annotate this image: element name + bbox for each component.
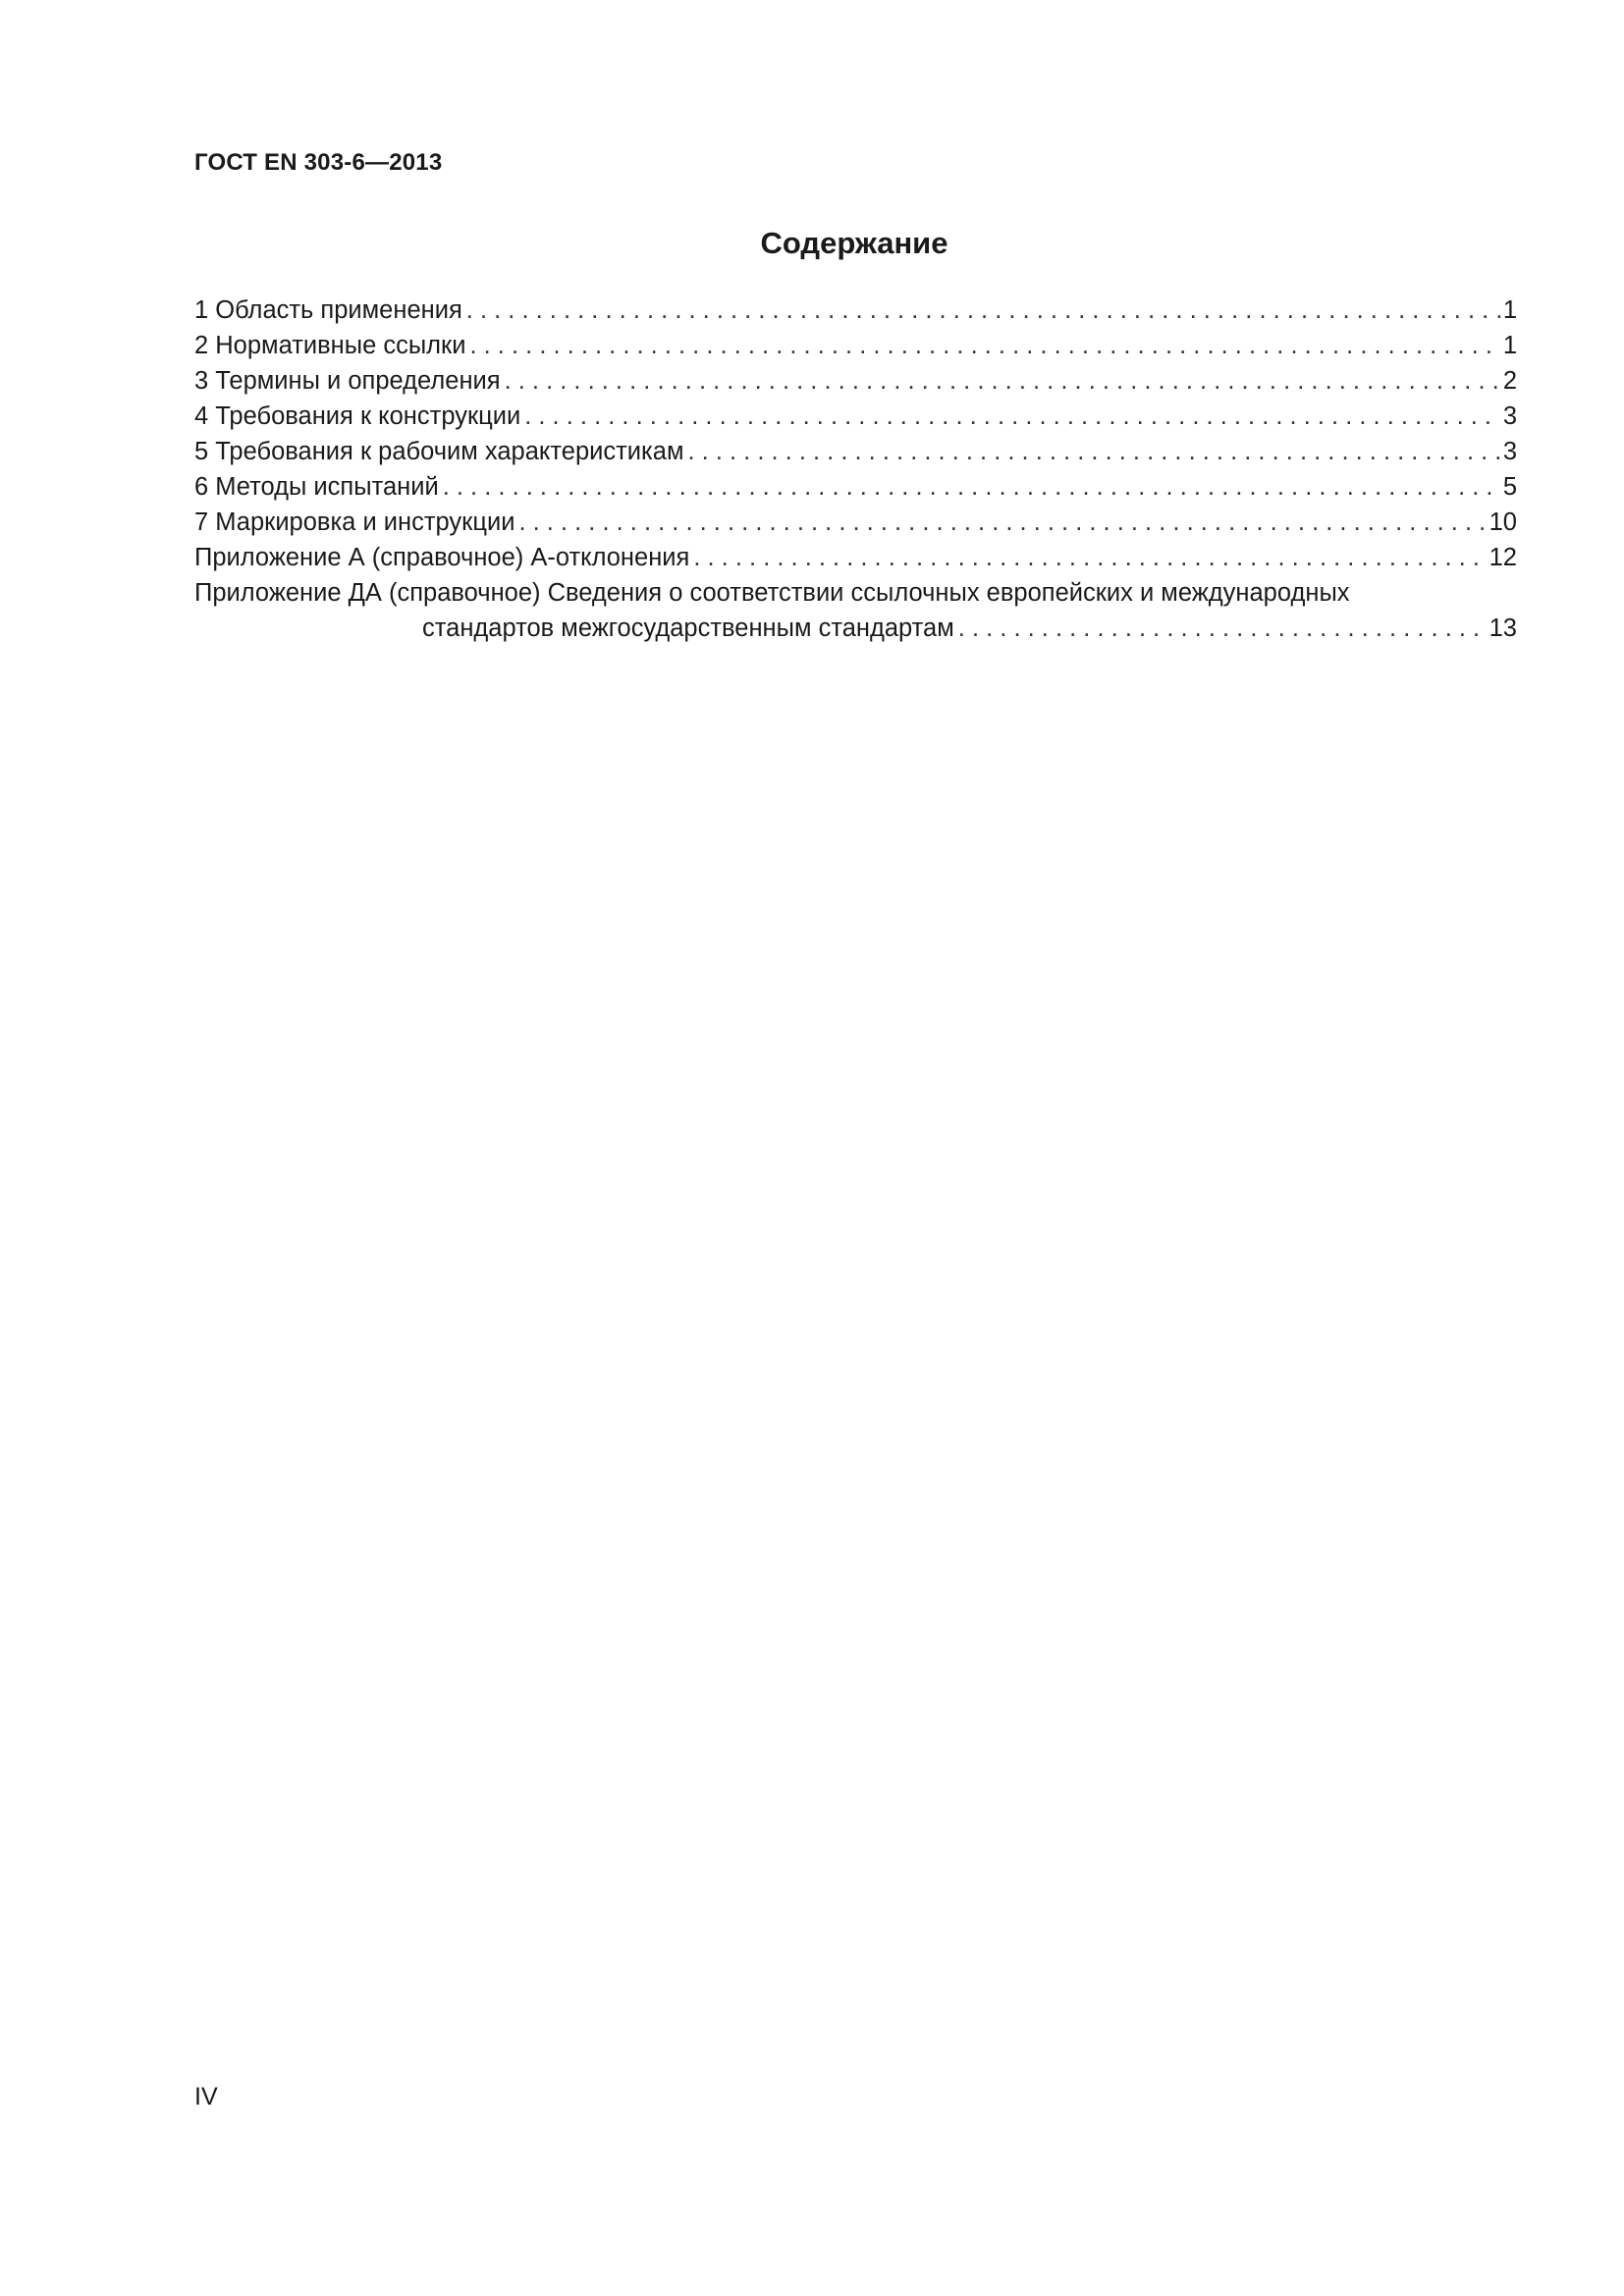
- toc-entry-label: 3 Термины и определения: [194, 367, 501, 395]
- dot-leader: [469, 328, 1499, 363]
- dot-leader: [518, 505, 1486, 540]
- document-code: ГОСТ EN 303-6—2013: [194, 149, 443, 176]
- toc-entry-page: 3: [1502, 402, 1517, 430]
- toc-entry-label-line2: стандартов межгосударственным стандартам: [422, 614, 954, 642]
- toc-entry-continuation: [194, 611, 1517, 646]
- toc-entry-label: 4 Требования к конструкции: [194, 402, 521, 430]
- toc-entry-page: 2: [1502, 367, 1517, 395]
- toc-entry-page: 1: [1502, 332, 1517, 359]
- toc-title: Содержание: [760, 226, 948, 260]
- dot-leader: [443, 469, 1500, 505]
- toc-entry-label: 6 Методы испытаний: [194, 473, 439, 501]
- toc-entry-page: 1: [1502, 296, 1517, 324]
- table-of-contents: [194, 293, 1517, 646]
- toc-entry-page: 10: [1489, 508, 1517, 536]
- toc-entry-terms-definitions[interactable]: [194, 363, 1517, 399]
- dot-leader: [693, 540, 1486, 575]
- toc-entry-test-methods[interactable]: [194, 469, 1517, 505]
- toc-entry-label-line1: Приложение ДА (справочное) Сведения о соответствии ссылочных европейских и международных: [194, 579, 1350, 607]
- toc-entry-page: 3: [1502, 438, 1517, 465]
- page-number: IV: [194, 2083, 218, 2110]
- dot-leader: [958, 611, 1487, 646]
- toc-entry-label: 5 Требования к рабочим характеристикам: [194, 438, 684, 465]
- dot-leader: [466, 293, 1500, 328]
- toc-entry-scope[interactable]: [194, 293, 1517, 328]
- toc-entry-label: 7 Маркировка и инструкции: [194, 508, 515, 536]
- toc-entry-normative-references[interactable]: [194, 328, 1517, 363]
- toc-entry-page: 12: [1489, 544, 1517, 571]
- toc-entry-label: 2 Нормативные ссылки: [194, 332, 466, 359]
- toc-entry-label: Приложение А (справочное) А-отклонения: [194, 544, 690, 571]
- toc-entry-annex-da[interactable]: [194, 575, 1517, 646]
- toc-entry-page: 13: [1489, 614, 1517, 642]
- toc-entry-marking-instructions[interactable]: [194, 505, 1517, 540]
- toc-entry-performance-requirements[interactable]: [194, 434, 1517, 469]
- dot-leader: [687, 434, 1499, 469]
- toc-entry-annex-a[interactable]: [194, 540, 1517, 575]
- toc-entry-label: 1 Область применения: [194, 296, 462, 324]
- dot-leader: [524, 399, 1500, 434]
- toc-entry-construction-requirements[interactable]: [194, 399, 1517, 434]
- dot-leader: [505, 363, 1500, 399]
- toc-entry-page: 5: [1502, 473, 1517, 501]
